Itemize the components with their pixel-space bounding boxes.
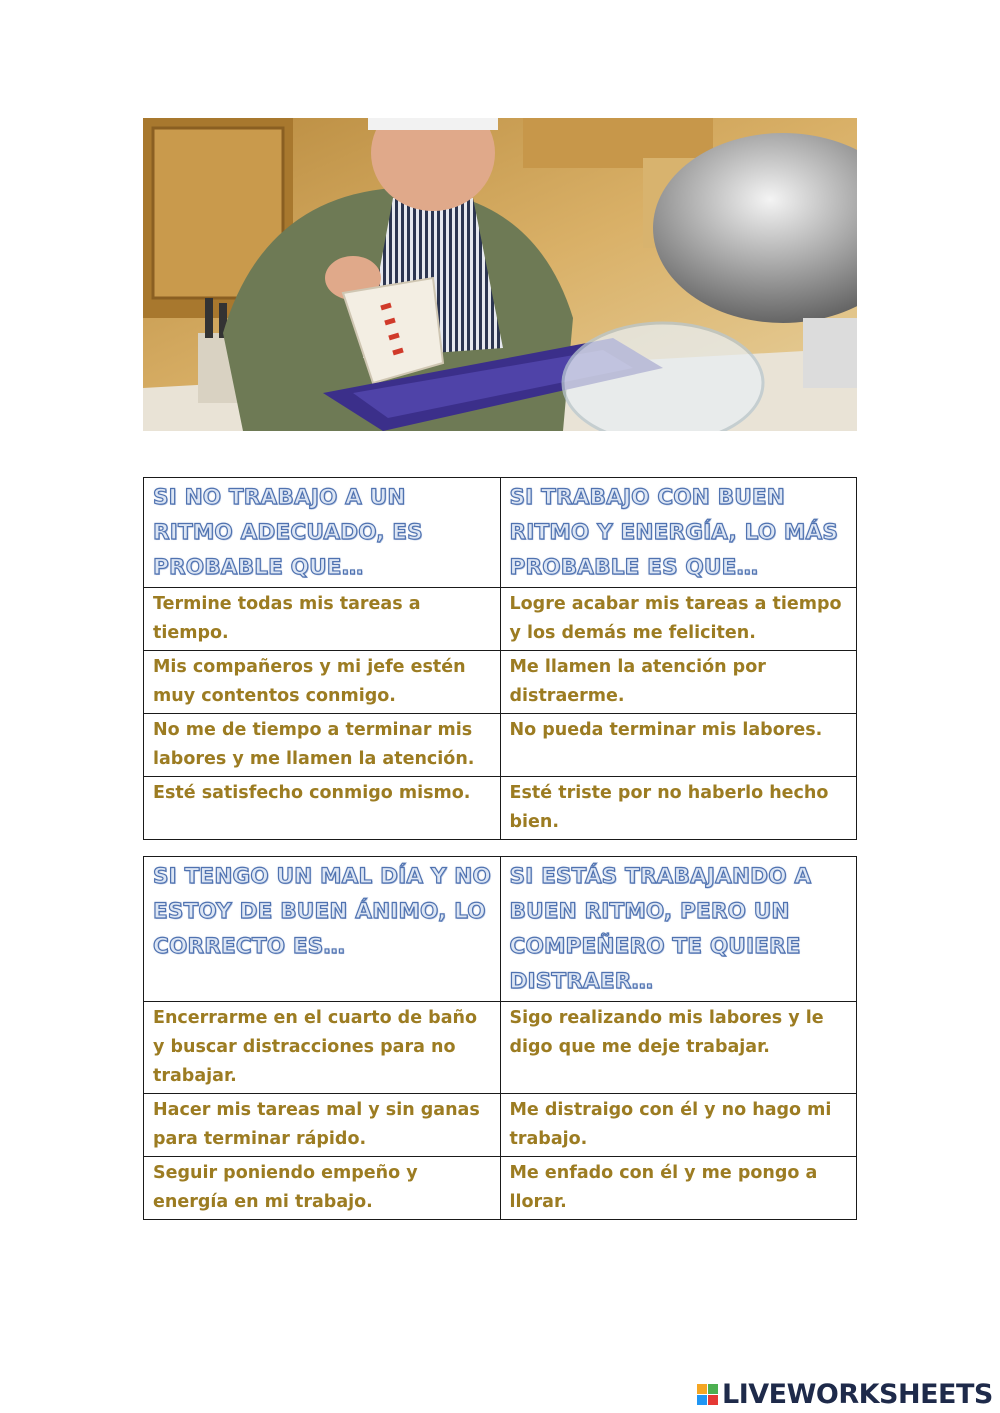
table-row bbox=[144, 1157, 857, 1220]
liveworksheets-logo[interactable] bbox=[697, 1378, 993, 1410]
option-text[interactable]: Esté triste por no haberlo hecho bien. bbox=[509, 783, 829, 832]
option-cell[interactable] bbox=[144, 1094, 501, 1157]
table-row bbox=[144, 588, 857, 651]
logo-text: LIVEWORKSHEETS bbox=[722, 1378, 993, 1410]
option-text[interactable]: Me enfado con él y me pongo a llorar. bbox=[509, 1163, 818, 1212]
option-cell[interactable] bbox=[500, 588, 857, 651]
option-cell[interactable] bbox=[144, 1157, 501, 1220]
option-text[interactable]: Logre acabar mis tareas a tiempo y los demás me feliciten. bbox=[509, 594, 842, 643]
header-left-text: SI NO TRABAJO A UN RITMO ADECUADO, ES PROBABLE QUE… bbox=[153, 485, 423, 580]
header-cell bbox=[144, 478, 501, 588]
option-cell[interactable] bbox=[500, 777, 857, 840]
logo-square bbox=[708, 1395, 718, 1405]
table-header-row bbox=[144, 478, 857, 588]
table-row bbox=[144, 1002, 857, 1094]
option-text[interactable]: Esté satisfecho conmigo mismo. bbox=[153, 783, 471, 803]
option-text[interactable]: No me de tiempo a terminar mis labores y me llamen la atención. bbox=[153, 720, 475, 769]
worksheet-table-2 bbox=[143, 856, 857, 1220]
table-row bbox=[144, 777, 857, 840]
table-row bbox=[144, 714, 857, 777]
header-cell bbox=[500, 478, 857, 588]
header-right-text: SI ESTÁS TRABAJANDO A BUEN RITMO, PERO UN COMPEÑERO TE QUIERE DISTRAER… bbox=[509, 864, 812, 994]
header-cell bbox=[144, 857, 501, 1002]
header-cell bbox=[500, 857, 857, 1002]
option-text[interactable]: Hacer mis tareas mal y sin ganas para terminar rápido. bbox=[153, 1100, 480, 1149]
option-cell[interactable] bbox=[144, 651, 501, 714]
table-row bbox=[144, 1094, 857, 1157]
kitchen-photo bbox=[143, 118, 857, 431]
option-text[interactable]: Encerrarme en el cuarto de baño y buscar distracciones para no trabajar. bbox=[153, 1008, 477, 1086]
logo-square bbox=[697, 1384, 707, 1394]
option-cell[interactable] bbox=[500, 651, 857, 714]
option-cell[interactable] bbox=[500, 1157, 857, 1220]
option-cell[interactable] bbox=[144, 1002, 501, 1094]
table-header-row bbox=[144, 857, 857, 1002]
option-text[interactable]: Me llamen la atención por distraerme. bbox=[509, 657, 766, 706]
header-right-text: SI TRABAJO CON BUEN RITMO Y ENERGÍA, LO MÁS PROBABLE ES QUE… bbox=[509, 485, 839, 580]
option-text[interactable]: Seguir poniendo empeño y energía en mi trabajo. bbox=[153, 1163, 418, 1212]
option-cell[interactable] bbox=[144, 588, 501, 651]
logo-mark-icon bbox=[697, 1384, 718, 1405]
option-cell[interactable] bbox=[500, 1094, 857, 1157]
option-text[interactable]: Termine todas mis tareas a tiempo. bbox=[153, 594, 421, 643]
header-left-text: SI TENGO UN MAL DÍA Y NO ESTOY DE BUEN ÁNIMO, LO CORRECTO ES… bbox=[153, 864, 491, 959]
logo-square bbox=[708, 1384, 718, 1394]
option-cell[interactable] bbox=[500, 1002, 857, 1094]
worksheet-table-1 bbox=[143, 477, 857, 840]
option-text[interactable]: Sigo realizando mis labores y le digo que me deje trabajar. bbox=[509, 1008, 824, 1057]
option-text[interactable]: Me distraigo con él y no hago mi trabajo. bbox=[509, 1100, 832, 1149]
option-cell[interactable] bbox=[144, 777, 501, 840]
option-text[interactable]: No pueda terminar mis labores. bbox=[509, 720, 823, 740]
logo-square bbox=[697, 1395, 707, 1405]
option-cell[interactable] bbox=[144, 714, 501, 777]
photo-illustration bbox=[143, 118, 857, 431]
option-cell[interactable] bbox=[500, 714, 857, 777]
option-text[interactable]: Mis compañeros y mi jefe estén muy contentos conmigo. bbox=[153, 657, 466, 706]
table-row bbox=[144, 651, 857, 714]
